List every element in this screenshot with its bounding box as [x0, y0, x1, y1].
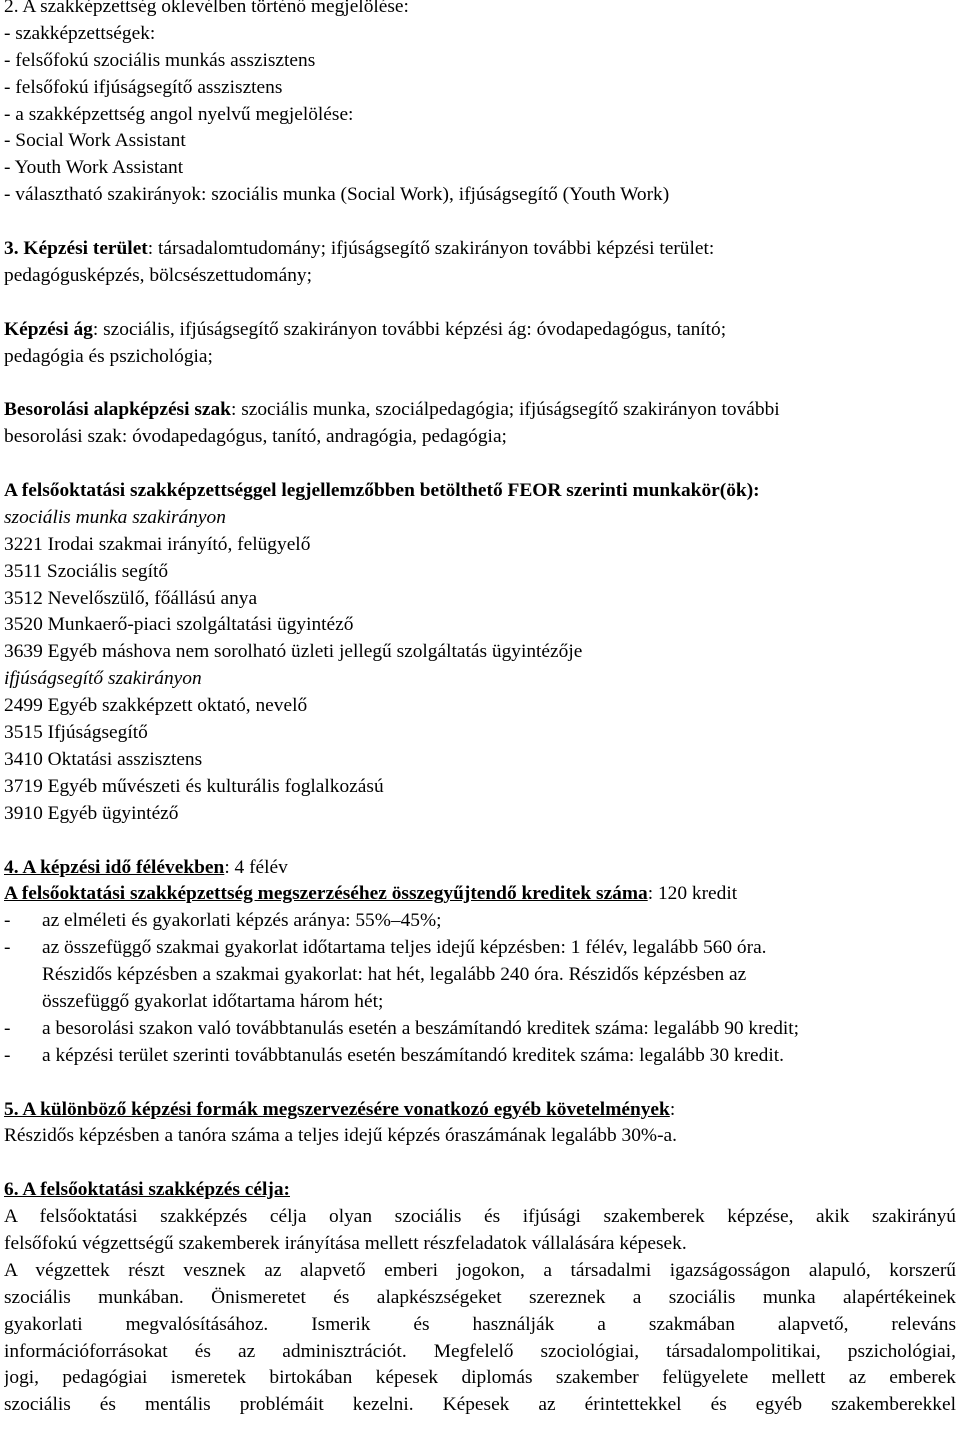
besorolasi-text: : szociális munka, szociálpedagógia; ifjúságsegítő szakirányon további [230, 399, 780, 421]
s6-line: szociális munkában. Önismeretet és alapkészségeket szereznek a szociális munka alapértékeinek [4, 1286, 956, 1308]
s3-line-2: pedagógusképzés, bölcsészettudomány; [4, 264, 313, 286]
s5-heading: 5. A különböző képzési formák megszervezésére vonatkozó egyéb követelmények [4, 1098, 670, 1120]
bullet-text: a besorolási szakon való továbbtanulás esetén a beszámítandó kreditek száma: legalább 90 kredit; [42, 1017, 800, 1039]
s6-line: információforrásokat és az adminisztrációt. Megfelelő szociológiai, társadalompolitikai, pszichológiai, [4, 1340, 956, 1362]
feor-item: 3910 Egyéb ügyintéző [4, 802, 179, 824]
s4-label: 4. A képzési idő félévekben [4, 856, 225, 878]
dash-bullet: - [4, 1017, 11, 1039]
s5-colon: : [669, 1098, 676, 1120]
bullet-text: az elméleti és gyakorlati képzés aránya: 55%–45%; [42, 910, 442, 932]
s2-line: - Youth Work Assistant [4, 157, 184, 179]
feor-item: 3639 Egyéb máshova nem sorolható üzleti jellegű szolgáltatás ügyintézője [4, 641, 583, 663]
dash-bullet: - [4, 910, 11, 932]
feor-item: 3512 Nevelőszülő, főállású anya [4, 587, 258, 609]
besorolasi-label: Besorolási alapképzési szak [4, 399, 231, 421]
s2-line: - felsőfokú ifjúságsegítő asszisztens [4, 76, 283, 98]
credit-line [4, 881, 956, 908]
s6-line: jogi, pedagógiai ismeretek birtokában képesek diplomás szakember felügyelete mellett az emberek [4, 1367, 956, 1389]
s3-text: : társadalomtudomány; ifjúságsegítő szakirányon további képzési terület: [147, 238, 715, 260]
s4-line [4, 855, 956, 882]
s5-heading-line [4, 1097, 956, 1124]
besorolasi-line-2: besorolási szak: óvodapedagógus, tanító, andragógia, pedagógia; [4, 426, 507, 448]
group-1-title: szociális munka szakirányon [4, 506, 226, 528]
s6-line: felsőfokú végzettségű szakemberek irányítása mellett részfeladatok vállalására képesek. [4, 1232, 687, 1254]
dash-bullet: - [4, 937, 11, 959]
besorolasi-line-1 [4, 397, 956, 424]
feor-item: 3719 Egyéb művészeti és kulturális foglalkozású [4, 775, 384, 797]
feor-item: 3520 Munkaerő-piaci szolgáltatási ügyintéző [4, 614, 354, 636]
kepzesi-ag-line-1 [4, 317, 956, 344]
s6-line: A végzettek részt vesznek az alapvető emberi jogokon, a társadalmi igazságosságon alapuló, korszerű [4, 1259, 956, 1281]
s4-value: : 4 félév [224, 856, 288, 878]
s3-label: 3. Képzési terület [4, 238, 148, 260]
feor-item: 3221 Irodai szakmai irányító, felügyelő [4, 533, 311, 555]
feor-item: 3511 Szociális segítő [4, 560, 169, 582]
bullet-continuation: Részidős képzésben a szakmai gyakorlat: hat hét, legalább 240 óra. Részidős képzésben az [42, 964, 747, 986]
bullet-text: a képzési terület szerinti továbbtanulás esetén beszámítandó kreditek száma: legalább 30 kredit. [42, 1044, 784, 1066]
s3-line-1 [4, 236, 956, 263]
feor-item: 3410 Oktatási asszisztens [4, 748, 203, 770]
s6-line: szociális és mentális problémáit kezelni. Képesek az érintettekkel és egyéb szakemberekkel [4, 1394, 956, 1416]
feor-item: 2499 Egyéb szakképzett oktató, nevelő [4, 695, 308, 717]
s6-line: A felsőoktatási szakképzés célja olyan szociális és ifjúsági szakemberek képzése, akik szakirányú [4, 1206, 956, 1228]
credit-value: : 120 kredit [647, 883, 738, 905]
feor-heading: A felsőoktatási szakképzettséggel legjellemzőbben betölthető FEOR szerinti munkakör(ök): [4, 480, 760, 502]
kepzesi-ag-line-2: pedagógia és pszichológia; [4, 345, 213, 367]
s2-line: - választható szakirányok: szociális munka (Social Work), ifjúságsegítő (Youth Work) [4, 184, 670, 206]
credit-label: A felsőoktatási szakképzettség megszerzéséhez összegyűjtendő kreditek száma [4, 883, 648, 905]
bullet-continuation: összefüggő gyakorlat időtartama három hét; [42, 990, 384, 1012]
kepzesi-ag-label: Képzési ág [4, 318, 93, 340]
dash-bullet: - [4, 1044, 11, 1066]
bullet-item [4, 935, 956, 962]
s6-heading: 6. A felsőoktatási szakképzés célja: [4, 1179, 290, 1201]
s5-text: Részidős képzésben a tanóra száma a teljes idejű képzés óraszámának legalább 30%-a. [4, 1125, 677, 1147]
s2-line: - a szakképzettség angol nyelvű megjelölése: [4, 103, 354, 125]
feor-item: 3515 Ifjúságsegítő [4, 722, 148, 744]
kepzesi-ag-text: : szociális, ifjúságsegítő szakirányon további képzési ág: óvodapedagógus, tanító; [92, 318, 727, 340]
section-2-heading: 2. A szakképzettség oklevélben történő megjelölése: [4, 0, 409, 17]
group-2-title: ifjúságsegítő szakirányon [4, 668, 202, 690]
s2-line: - felsőfokú szociális munkás asszisztens [4, 49, 316, 71]
bullet-item [4, 1043, 956, 1070]
s2-line: - szakképzettségek: [4, 22, 156, 44]
s6-line: gyakorlati megvalósításához. Ismerik és használják a szakmában alapvető, releváns [4, 1313, 956, 1335]
bullet-text: az összefüggő szakmai gyakorlat időtartama teljes idejű képzésben: 1 félév, legalább 560 óra. [42, 937, 767, 959]
s2-line: - Social Work Assistant [4, 130, 186, 152]
bullet-item [4, 1016, 956, 1043]
bullet-item [4, 908, 956, 935]
